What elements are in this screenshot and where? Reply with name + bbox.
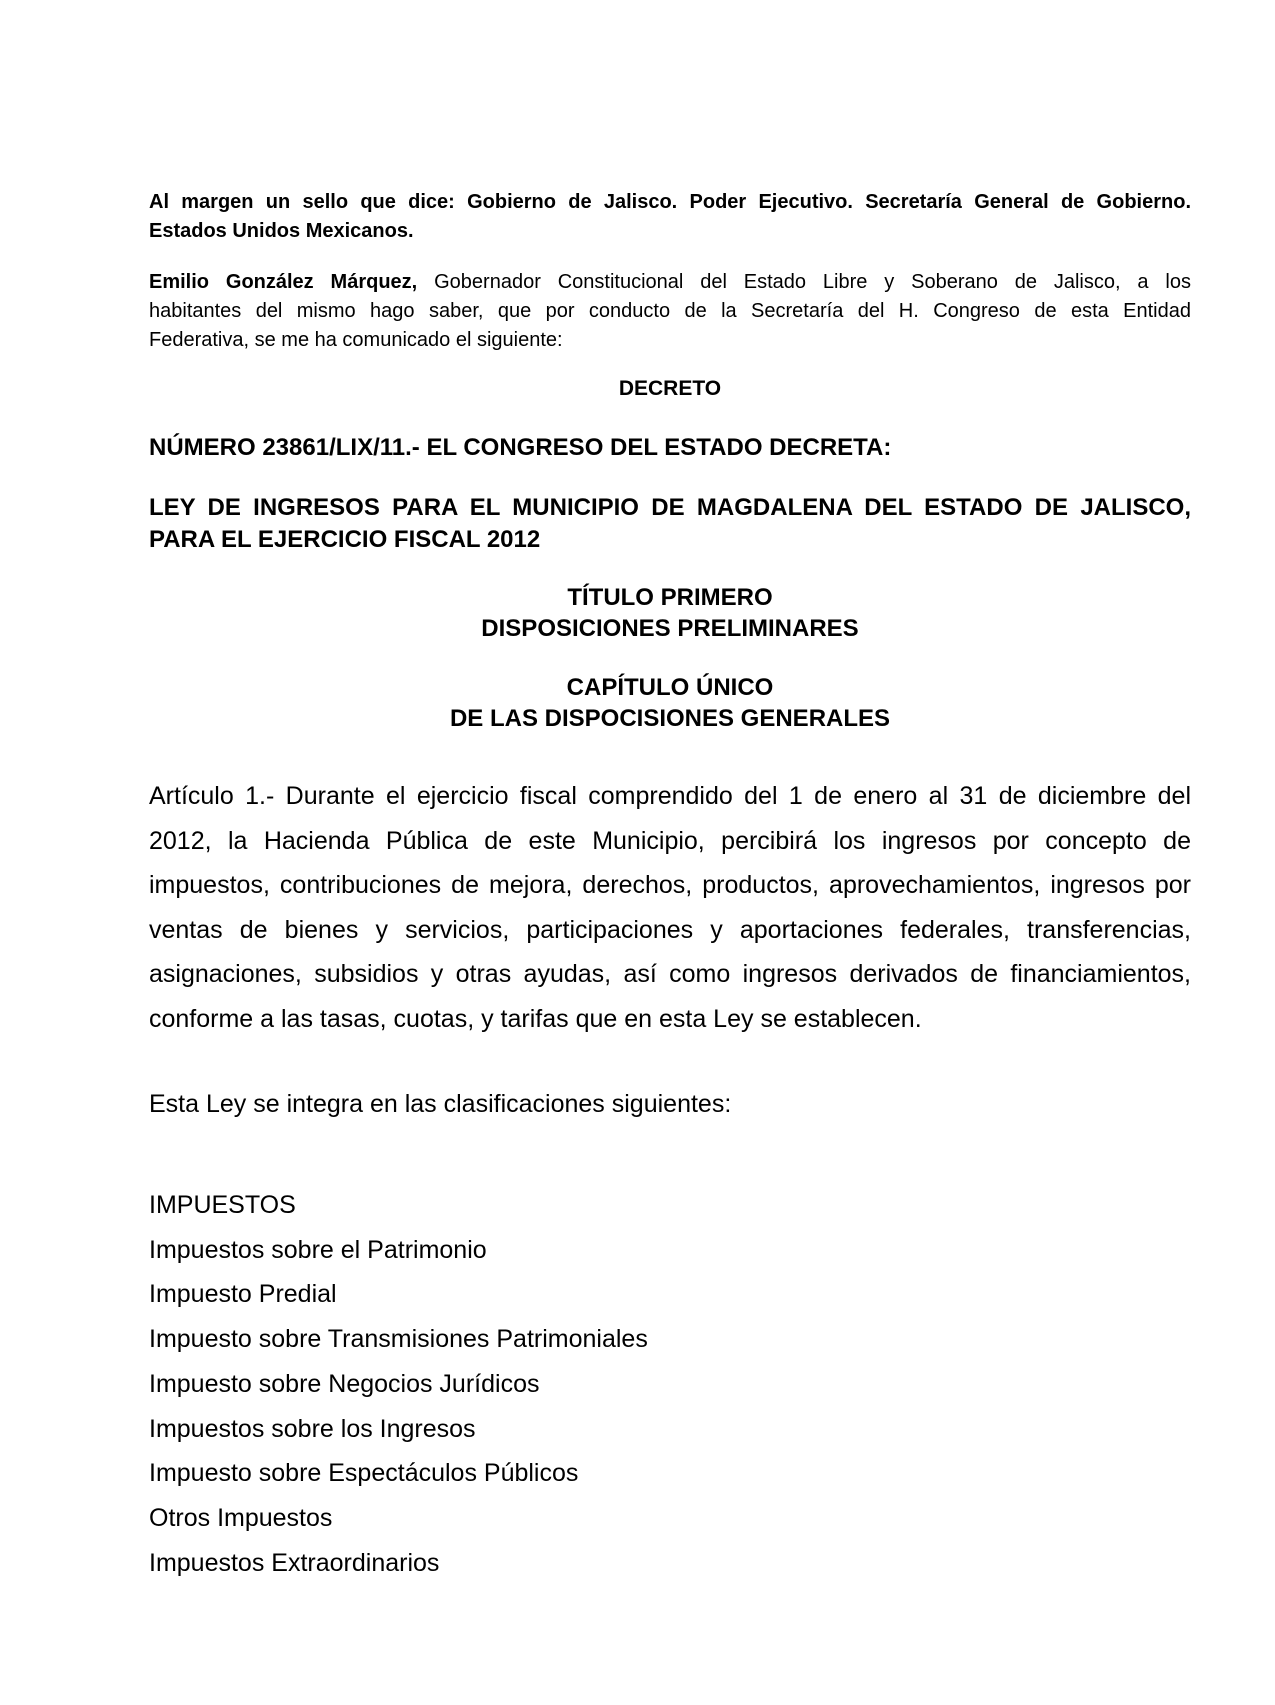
title-subtitle: DISPOSICIONES PRELIMINARES <box>481 615 859 642</box>
classification-list <box>149 1183 648 1585</box>
classification-item: Otros Impuestos <box>149 1503 333 1532</box>
intro-line-1-text: Gobernador Constitucional del Estado Libre y Soberano de Jalisco, a los <box>434 271 1191 293</box>
intro-line-2: habitantes del mismo hago saber, que por conducto de la Secretaría del H. Congreso de esta Entidad <box>149 300 1191 322</box>
article-1-line: asignaciones, subsidios y otras ayudas, así como ingresos derivados de financiamientos, <box>149 960 1191 989</box>
intro-line-1 <box>149 268 1191 297</box>
classification-item: Impuestos sobre el Patrimonio <box>149 1235 487 1264</box>
intro-paragraph <box>149 268 1191 355</box>
seal-note-line-1: Al margen un sello que dice: Gobierno de Jalisco. Poder Ejecutivo. Secretaría General de Gobierno. <box>149 191 1191 213</box>
article-1-line: conforme a las tasas, cuotas, y tarifas que en esta Ley se establecen. <box>149 1004 922 1033</box>
classification-item: Impuesto sobre Negocios Jurídicos <box>149 1369 540 1398</box>
seal-note <box>149 188 1191 246</box>
classification-item: Impuestos sobre los Ingresos <box>149 1414 476 1443</box>
chapter-subtitle: DE LAS DISPOCISIONES GENERALES <box>449 705 891 732</box>
law-title-line-2: PARA EL EJERCICIO FISCAL 2012 <box>149 526 541 553</box>
article-1-line: Artículo 1.- Durante el ejercicio fiscal comprendido del 1 de enero al 31 de diciembre del <box>149 782 1191 810</box>
law-title <box>149 492 1191 556</box>
law-title-line-1: LEY DE INGRESOS PARA EL MUNICIPIO DE MAGDALENA DEL ESTADO DE JALISCO, <box>149 494 1191 521</box>
title-section-heading <box>149 582 1191 644</box>
article-1-line: 2012, la Hacienda Pública de este Municipio, percibirá los ingresos por concepto de <box>149 826 1191 855</box>
classification-item: Impuesto sobre Transmisiones Patrimoniales <box>149 1325 648 1354</box>
article-1-line: impuestos, contribuciones de mejora, derechos, productos, aprovechamientos, ingresos por <box>149 871 1191 900</box>
classification-item: Impuestos Extraordinarios <box>149 1548 440 1577</box>
chapter-heading <box>149 672 1191 734</box>
title-primero: TÍTULO PRIMERO <box>567 584 773 611</box>
decree-number: NÚMERO 23861/LIX/11.- EL CONGRESO DEL ESTADO DECRETA: <box>149 434 892 461</box>
classification-item: Impuesto Predial <box>149 1280 337 1309</box>
decreto-heading: DECRETO <box>618 377 722 400</box>
classification-item: IMPUESTOS <box>149 1191 296 1219</box>
integration-sentence: Esta Ley se integra en las clasificaciones siguientes: <box>149 1090 732 1118</box>
intro-line-3: Federativa, se me ha comunicado el siguiente: <box>149 329 563 351</box>
chapter-title: CAPÍTULO ÚNICO <box>566 674 774 701</box>
seal-note-line-2: Estados Unidos Mexicanos. <box>149 220 414 242</box>
classification-item: Impuesto sobre Espectáculos Públicos <box>149 1459 579 1488</box>
article-1-paragraph <box>149 774 1191 1042</box>
governor-name: Emilio González Márquez, <box>149 271 418 293</box>
article-1-line: ventas de bienes y servicios, participaciones y aportaciones federales, transferencias, <box>149 915 1191 944</box>
